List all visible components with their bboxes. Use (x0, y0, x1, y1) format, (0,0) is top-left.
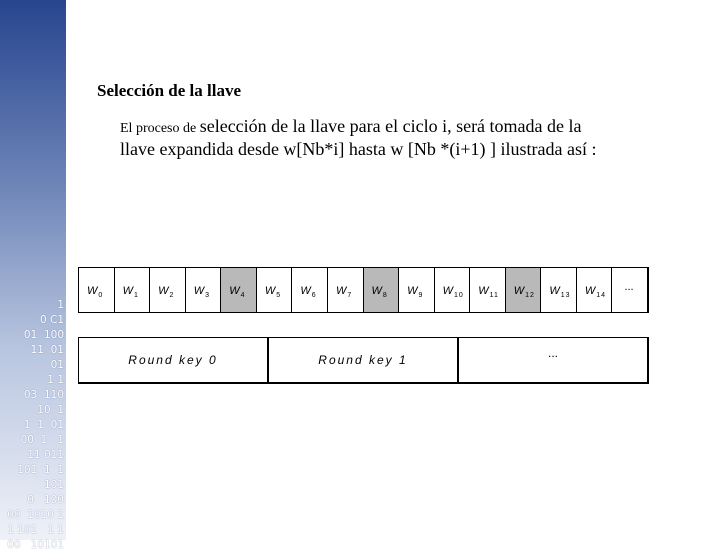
word-label: $W_{11}$ (478, 285, 499, 299)
word-label: $W_7$ (335, 285, 353, 299)
round-key-1 (269, 338, 459, 382)
word-label: $W_5$ (264, 285, 282, 299)
round-key-label: Round key 1 (318, 353, 408, 367)
round-key-label: Round key 0 (128, 353, 218, 367)
word-cell-w12 (506, 268, 542, 312)
round-key-0 (79, 338, 269, 382)
word-cell-w4 (221, 268, 257, 312)
word-label: $W_{14}$ (584, 285, 607, 299)
word-label: $W_9$ (407, 285, 424, 299)
word-label: $W_6$ (300, 285, 317, 299)
round-keys-row (78, 337, 649, 384)
word-cell-w14 (577, 268, 613, 312)
word-cell-w8 (364, 268, 400, 312)
word-cell-ellipsis (612, 268, 647, 312)
word-cell-w5 (257, 268, 293, 312)
word-cell-w6 (292, 268, 328, 312)
decorative-sidebar (0, 0, 66, 551)
body-text-main: selección de la llave para el ciclo i, será tomada de la llave expandida desde w[Nb*i] hasta w [Nb *(i+1) ] ilustrada así : (120, 116, 597, 159)
word-cell-w1 (115, 268, 151, 312)
body-text-lead: El proceso de (120, 121, 200, 136)
expanded-key-words-row (78, 267, 649, 313)
word-cell-w2 (150, 268, 186, 312)
word-cell-w3 (186, 268, 222, 312)
word-label: $W_4$ (229, 285, 246, 299)
round-key-label: ... (547, 346, 558, 360)
slide-title: Selección de la llave (97, 81, 242, 100)
word-cell-w9 (399, 268, 435, 312)
ellipsis-label: ... (624, 281, 634, 293)
word-cell-w13 (541, 268, 577, 312)
word-label: $W_3$ (193, 285, 210, 299)
word-label: $W_0$ (87, 285, 104, 299)
slide-body (120, 116, 620, 160)
word-label: $W_{13}$ (549, 285, 571, 299)
round-key-ellipsis (459, 338, 647, 382)
word-cell-w10 (435, 268, 471, 312)
word-cell-w11 (470, 268, 506, 312)
binary-pattern: 1 0 C1 01 100 11 01 01 1 1 03 110 10 1 1 1 01 00 1 1 11 011 101 1 1 101 0 100 00 1010 1 1 101 1 1 00 10101 (7, 299, 64, 551)
word-label: $W_8$ (371, 285, 388, 299)
word-label: $W_{12}$ (513, 285, 535, 299)
word-label: $W_1$ (122, 285, 139, 299)
word-cell-w0 (79, 268, 115, 312)
word-label: $W_{10}$ (442, 285, 464, 299)
word-cell-w7 (328, 268, 364, 312)
word-label: $W_2$ (158, 285, 175, 299)
